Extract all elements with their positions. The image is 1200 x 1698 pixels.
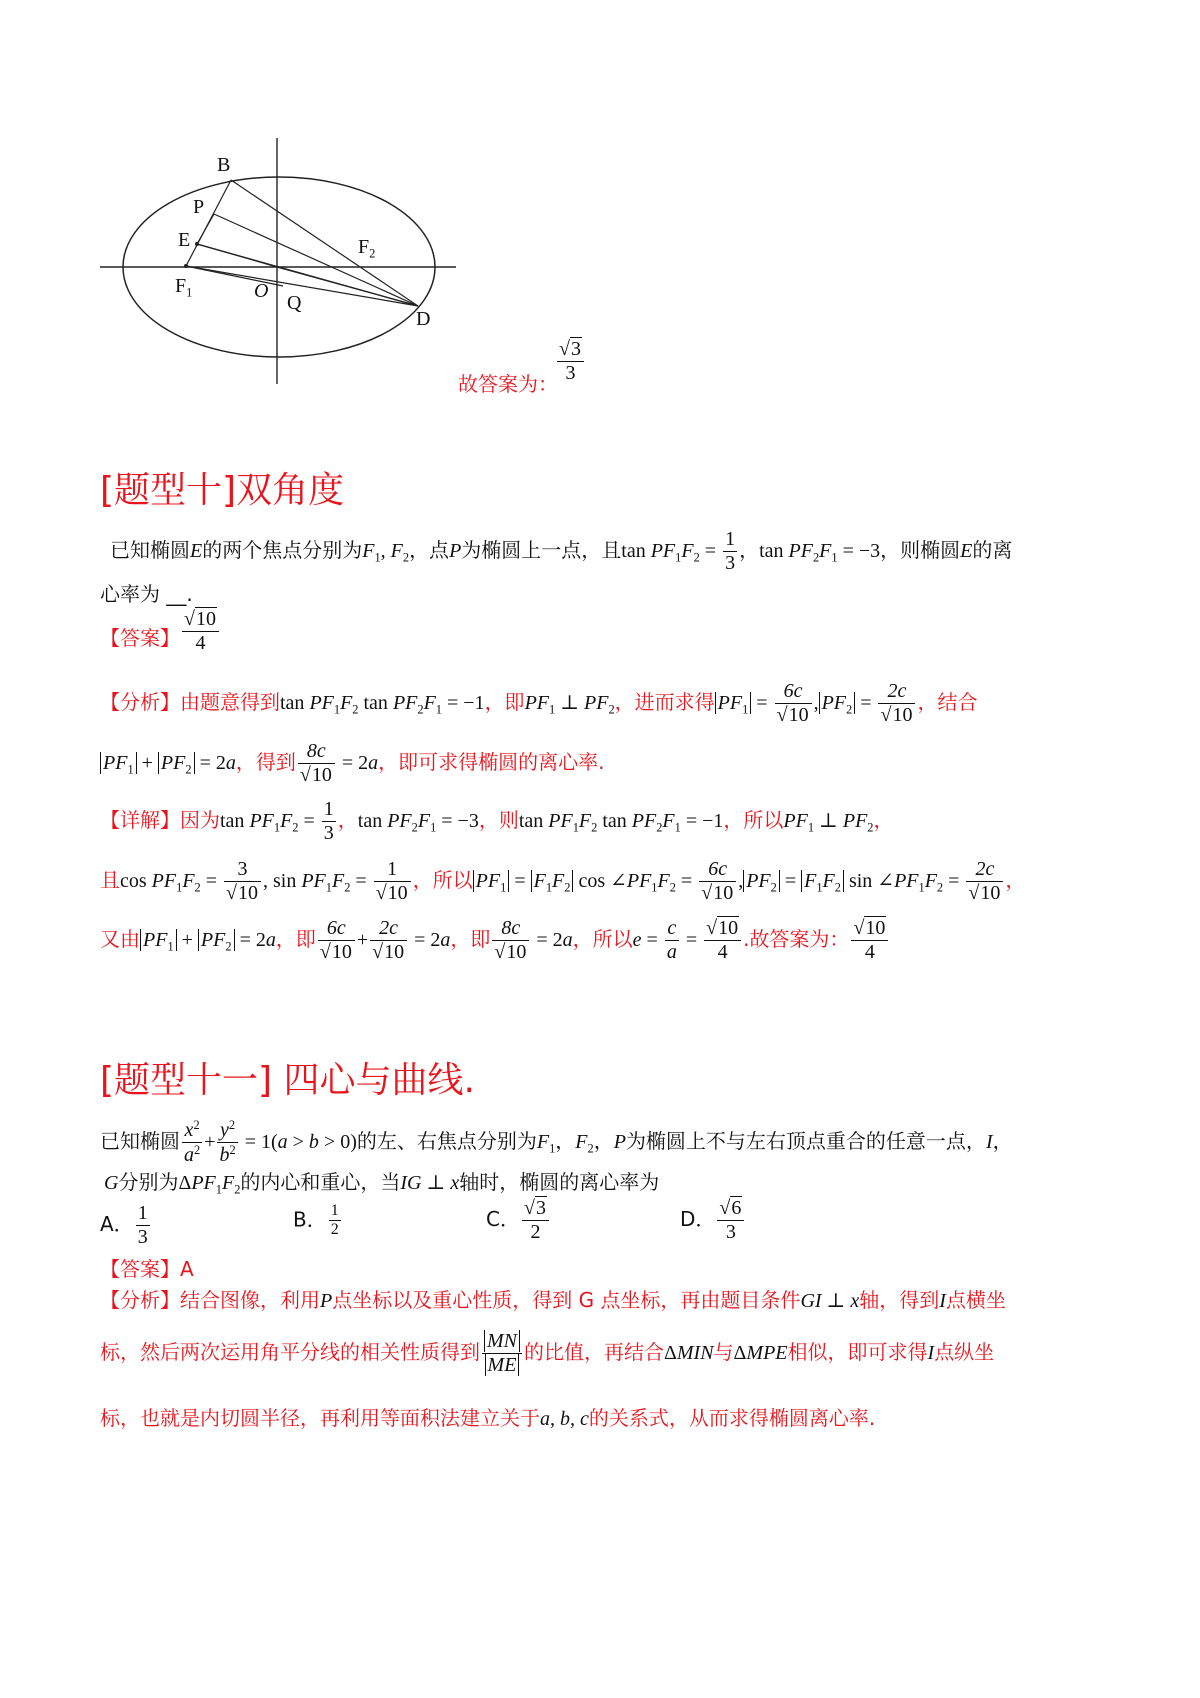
ellipse-figure	[95, 135, 475, 395]
section10-answer-fraction: $\frac{√10}{4}$	[180, 608, 221, 655]
label-f2: $F_2$	[358, 236, 376, 261]
label-e: E	[178, 229, 191, 251]
point-e	[195, 242, 199, 246]
section10-detail-line1: 【详解】因为$\tan PF_1F_2$ = $\frac{1}{3}$ ，$\tan PF_2F_1 = -3$，则$\tan PF_1F_2$ $\tan PF_2F_1 = -1$，所以$PF_1$ ⊥ $PF_2$，	[100, 798, 894, 844]
option-b[interactable]: B． $\frac{1}{2}$	[293, 1202, 339, 1239]
section11-analysis-line3: 标，也就是内切圆半径，再利用等面积法建立关于a, b, c的关系式，从而求得椭圆离心率.	[100, 1406, 876, 1430]
label-b: B	[217, 154, 231, 176]
section11-title: [题型十一] 四心与曲线.	[100, 1060, 475, 1101]
option-d[interactable]: D． $\frac{√6}{3}$	[680, 1197, 746, 1244]
section11-analysis-line2: 标，然后两次运用角平分线的相关性质得到 $\frac{MN}{ME}$ 的比值，再结合ΔMIN与ΔMPE相似，即可求得I点纵坐	[100, 1330, 995, 1376]
label-q: Q	[287, 292, 302, 314]
section10-analysis-line2: $PF_1 + PF_2 = 2a$，得到 $\frac{8c}{√10}$ = 2a，即可求得椭圆的离心率.	[100, 740, 604, 787]
section11-analysis-line1: 【分析】结合图像，利用P点坐标以及重心性质，得到 G 点坐标，再由题目条件GI ⊥ x轴，得到I点横坐	[100, 1288, 1006, 1312]
figure-lines	[186, 180, 418, 306]
label-o: O	[254, 280, 269, 302]
option-a[interactable]: A． $\frac{1}{3}$	[100, 1202, 148, 1248]
section10-detail-line3: 又由 $PF_1 + PF_2 = 2a$，即 $\frac{6c}{√10}$ + $\frac{2c}{√10}$ = 2a，即 $\frac{8c}{√10}$ = 2a，所以e = $\frac{c}{a}$ = $\frac{√10}{4}$ .故答案为： $\frac{√10}{4}$	[100, 917, 890, 964]
label-d: D	[416, 308, 431, 330]
top-answer-label: 故答案为：	[458, 372, 558, 396]
section10-analysis-line1: 【分析】由题意得到$\tan PF_1F_2$ $\tan PF_2F_1 = -1$，即$PF_1$ ⊥ $PF_2$，进而求得 $PF_1$ = $\frac{6c}{√10}$ , $PF_2$ = $\frac{2c}{√10}$ ，结合	[100, 680, 978, 726]
section11-problem-line1: 已知椭圆 $\frac{x^2}{a^2}$ + $\frac{y^2}{b^2}$ = 1(a > b > 0)的左、右焦点分别为$F_1$，$F_2$，P为椭圆上不与左右顶点重合的任意一点，I，	[100, 1118, 1013, 1166]
section10-problem-line2: 心率为 __.	[100, 582, 193, 606]
label-f1: $F_1$	[175, 275, 193, 300]
section10-title: [题型十]双角度	[100, 470, 345, 511]
label-p: P	[193, 196, 205, 218]
section10-problem-line1: 已知椭圆E的两个焦点分别为$F_1$, $F_2$，点P为椭圆上一点，且$\tan PF_1F_2$ = $\frac{1}{3}$ ，$\tan PF_2F_1 = -3$，则椭圆E的离	[110, 528, 1013, 574]
option-c[interactable]: C． $\frac{√3}{2}$	[486, 1197, 551, 1244]
section11-answer: 【答案】A	[100, 1257, 194, 1281]
section11-problem-line2: G分别为$\Delta PF_1F_2$的内心和重心，当IG ⊥ x轴时，椭圆的离心率为	[104, 1170, 660, 1197]
section10-answer-label: 【答案】	[100, 626, 180, 650]
top-answer-fraction: $\frac{√3}{3}$	[555, 338, 586, 385]
section10-detail-line2: 且$\cos PF_1F_2$ = $\frac{3}{√10}$ , $\sin PF_1F_2$ = $\frac{1}{√10}$ ，所以 $PF_1 = F_1F_2$ $\cos \angle PF_1F_2$ = $\frac{6c}{√10}$ , $PF_2 = F_1F_2$ $\sin \angle PF_1F_2$ = $\frac{2c}{√10}$ ，	[100, 858, 1026, 904]
point-f1	[184, 264, 188, 268]
